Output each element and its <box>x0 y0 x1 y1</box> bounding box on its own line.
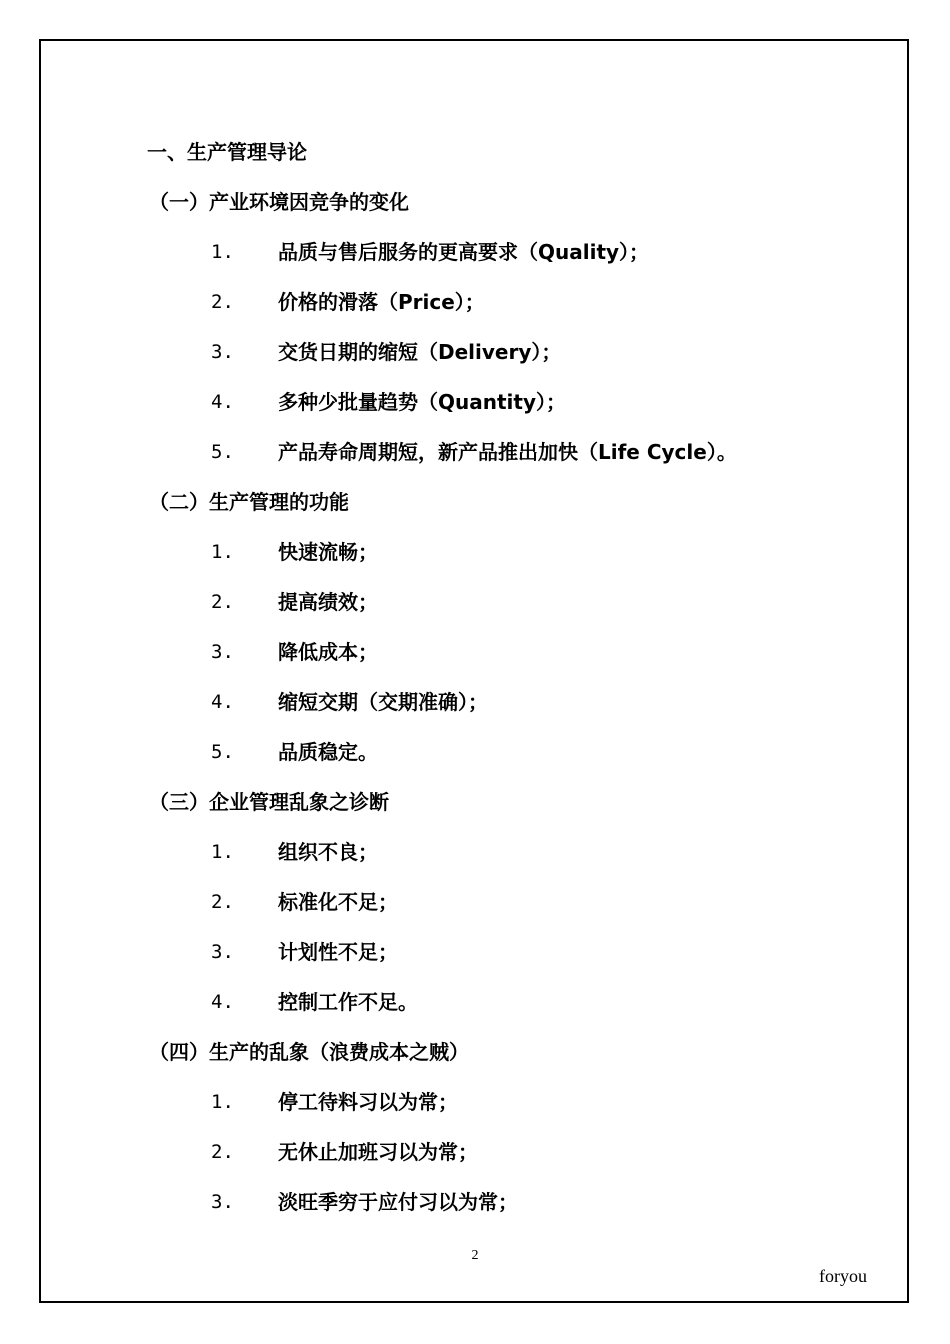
list-item <box>211 732 847 782</box>
list-item-text: 停工待料习以为常； <box>278 1090 458 1114</box>
list-item-text: 交货日期的缩短（Delivery）； <box>278 340 562 364</box>
list-item <box>211 682 847 732</box>
list-item-number: 3. <box>211 341 234 363</box>
list-item-text: 品质稳定。 <box>278 740 378 764</box>
list-item-number: 4. <box>211 991 234 1013</box>
list-item <box>211 282 847 332</box>
section-heading: （三）企业管理乱象之诊断 <box>149 790 389 814</box>
list-item-text: 价格的滑落（Price）； <box>278 290 485 314</box>
list-item <box>211 232 847 282</box>
list-item <box>211 1082 847 1132</box>
list-item <box>211 832 847 882</box>
list-item-text: 计划性不足； <box>278 940 398 964</box>
list-item-number: 1. <box>211 1091 234 1113</box>
list-item-text: 降低成本； <box>278 640 378 664</box>
list-item <box>211 982 847 1032</box>
list-item <box>211 582 847 632</box>
list-item-text: 快速流畅； <box>278 540 378 564</box>
list-item <box>211 382 847 432</box>
list-item-number: 1. <box>211 841 234 863</box>
list-item-number: 2. <box>211 1141 234 1163</box>
section-heading: （一）产业环境因竞争的变化 <box>149 190 409 214</box>
list-item-number: 2. <box>211 291 234 313</box>
list-item-number: 3. <box>211 941 234 963</box>
list-item-text: 控制工作不足。 <box>278 990 418 1014</box>
list-item <box>211 1182 847 1232</box>
list-item-text: 品质与售后服务的更高要求（Quality）； <box>278 240 650 264</box>
list-item-number: 4. <box>211 391 234 413</box>
list-item-number: 5. <box>211 441 234 463</box>
list-item-text: 提高绩效； <box>278 590 378 614</box>
document-body <box>147 132 847 1232</box>
list-item-number: 4. <box>211 691 234 713</box>
list-item-number: 3. <box>211 1191 234 1213</box>
list-item-number: 2. <box>211 591 234 613</box>
page-number: 2 <box>471 1248 479 1263</box>
list-item-text: 多种少批量趋势（Quantity）； <box>278 390 566 414</box>
list-item-text: 缩短交期（交期准确）； <box>278 690 488 714</box>
section-heading: （四）生产的乱象（浪费成本之贼） <box>149 1040 469 1064</box>
list-item <box>211 632 847 682</box>
list-item <box>211 432 847 482</box>
list-item-text: 产品寿命周期短，新产品推出加快（Life Cycle）。 <box>278 440 737 464</box>
document-title: 一、生产管理导论 <box>147 140 307 164</box>
list-item-number: 5. <box>211 741 234 763</box>
list-item-number: 1. <box>211 241 234 263</box>
list-item <box>211 882 847 932</box>
list-item-number: 1. <box>211 541 234 563</box>
list-item-text: 标准化不足； <box>278 890 398 914</box>
list-item <box>211 1132 847 1182</box>
footer-text: foryou <box>819 1266 867 1286</box>
list-item-text: 淡旺季穷于应付习以为常； <box>278 1190 518 1214</box>
section-heading: （二）生产管理的功能 <box>149 490 349 514</box>
list-item-text: 无休止加班习以为常； <box>278 1140 478 1164</box>
list-item <box>211 932 847 982</box>
list-item-number: 3. <box>211 641 234 663</box>
list-item-text: 组织不良； <box>278 840 378 864</box>
list-item-number: 2. <box>211 891 234 913</box>
list-item <box>211 332 847 382</box>
list-item <box>211 532 847 582</box>
